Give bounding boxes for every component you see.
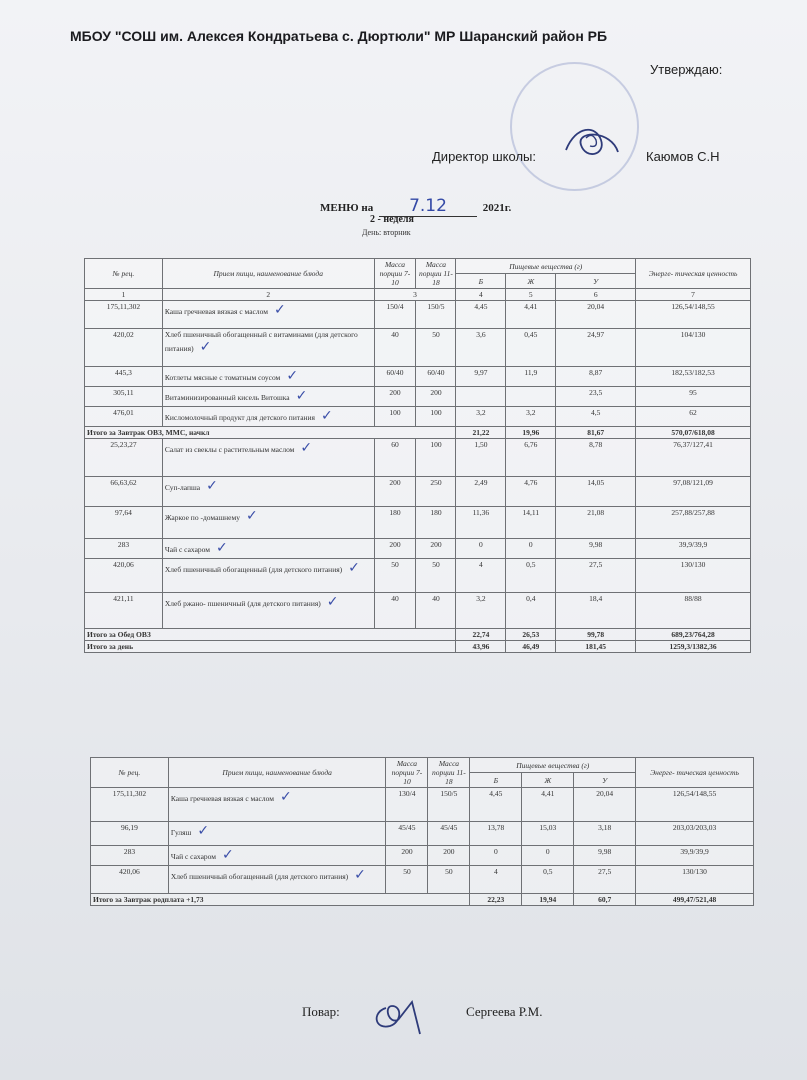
dish-name (162, 407, 374, 427)
dish-name (162, 559, 374, 593)
cell-b: 4,45 (470, 788, 522, 822)
cell-m1: 150/4 (374, 301, 416, 329)
cell-m1: 200 (386, 846, 428, 866)
table-row (91, 846, 754, 866)
cell-zh: 14,11 (506, 507, 556, 539)
check-mark-icon: ✓ (354, 867, 366, 883)
total-row (85, 629, 751, 641)
cell-u: 8,78 (556, 439, 636, 477)
cell-b: 3,2 (456, 407, 506, 427)
total-u: 181,45 (556, 641, 636, 653)
cell-e: 126,54/148,55 (636, 301, 751, 329)
dish-name-text: Чай с сахаром (164, 545, 211, 554)
total-row (85, 641, 751, 653)
table-row (85, 593, 751, 629)
cell-u: 18,4 (556, 593, 636, 629)
cell-m1: 60 (374, 439, 416, 477)
menu-table-paid (90, 757, 754, 906)
cell-u: 14,05 (556, 477, 636, 507)
check-mark-icon: ✓ (216, 540, 228, 556)
header-energy: Энерге- тическая ценность (636, 259, 751, 289)
recipe-number: 96,19 (91, 822, 169, 846)
check-mark-icon: ✓ (246, 508, 258, 524)
cell-b: 3,2 (456, 593, 506, 629)
menu-year: 2021г. (482, 202, 512, 214)
cell-m2: 150/5 (428, 788, 470, 822)
header-recipe: № рец. (85, 259, 163, 289)
cell-zh (506, 387, 556, 407)
total-e: 689,23/764,28 (636, 629, 751, 641)
dish-name (168, 788, 386, 822)
cell-m2: 50 (416, 559, 456, 593)
dish-name (168, 846, 386, 866)
recipe-number: 97,64 (85, 507, 163, 539)
table-row (85, 387, 751, 407)
table-row (85, 559, 751, 593)
dish-name (168, 822, 386, 846)
total-zh: 46,49 (506, 641, 556, 653)
cell-m1: 50 (374, 559, 416, 593)
approve-label: Утверждаю: (650, 62, 723, 77)
cell-e: 104/130 (636, 329, 751, 367)
cell-u: 24,97 (556, 329, 636, 367)
column-number: 3 (374, 289, 456, 301)
cell-b: 4 (470, 866, 522, 894)
total-b: 43,96 (456, 641, 506, 653)
table-row (91, 788, 754, 822)
dish-name (162, 439, 374, 477)
cell-e: 203,03/203,03 (636, 822, 754, 846)
header-mass-7-10: Масса порции 7-10 (386, 758, 428, 788)
total-label: Итого за Завтрак ОВЗ, ММС, начкл (85, 427, 456, 439)
cell-b: 0 (470, 846, 522, 866)
header-b: Б (456, 274, 506, 289)
dish-name (162, 593, 374, 629)
total-e: 499,47/521,48 (636, 894, 754, 906)
total-zh: 19,96 (506, 427, 556, 439)
dish-name-text: Каша гречневая вязкая с маслом (164, 307, 268, 316)
cell-m2: 60/40 (416, 367, 456, 387)
cell-m2: 200 (416, 387, 456, 407)
cell-e: 257,88/257,88 (636, 507, 751, 539)
total-row (85, 427, 751, 439)
recipe-number: 420,02 (85, 329, 163, 367)
cell-b: 9,97 (456, 367, 506, 387)
recipe-number: 25,23,27 (85, 439, 163, 477)
cell-zh: 4,41 (506, 301, 556, 329)
cell-b: 4,45 (456, 301, 506, 329)
header-name: Прием пищи, наименование блюда (168, 758, 386, 788)
header-nutrients: Пищевые вещества (г) (456, 259, 636, 274)
menu-title: МЕНЮ на (320, 202, 374, 214)
dish-name-text: Котлеты мясные с томатным соусом (164, 373, 281, 382)
cell-m1: 100 (374, 407, 416, 427)
cell-zh: 3,2 (506, 407, 556, 427)
chef-name: Сергеева Р.М. (466, 1004, 543, 1019)
total-zh: 19,94 (522, 894, 574, 906)
cell-e: 182,53/182,53 (636, 367, 751, 387)
director-name: Каюмов С.Н (646, 149, 720, 164)
check-mark-icon: ✓ (295, 388, 308, 404)
week-label: 2 - неделя (370, 214, 414, 225)
cell-zh: 0 (522, 846, 574, 866)
cell-zh: 15,03 (522, 822, 574, 846)
menu-title-line (320, 196, 511, 217)
header-recipe: № рец. (91, 758, 169, 788)
recipe-number: 420,06 (85, 559, 163, 593)
table-row (85, 301, 751, 329)
check-mark-icon: ✓ (300, 440, 313, 456)
cell-m2: 50 (416, 329, 456, 367)
table-row (85, 477, 751, 507)
header-zh: Ж (522, 773, 574, 788)
chef-signature (368, 990, 438, 1040)
cell-m2: 100 (416, 407, 456, 427)
header-mass-7-10: Масса порции 7-10 (374, 259, 416, 289)
header-u: У (574, 773, 636, 788)
column-number: 6 (556, 289, 636, 301)
cell-u: 27,5 (574, 866, 636, 894)
cell-e: 130/130 (636, 559, 751, 593)
check-mark-icon: ✓ (222, 847, 234, 863)
dish-name-text: Чай с сахаром (170, 852, 217, 861)
cell-e: 130/130 (636, 866, 754, 894)
cell-zh: 0,45 (506, 329, 556, 367)
recipe-number: 283 (85, 539, 163, 559)
dish-name (162, 367, 374, 387)
total-label: Итого за Завтрак родплата +1,73 (91, 894, 470, 906)
dish-name (162, 507, 374, 539)
total-b: 22,23 (470, 894, 522, 906)
cell-b: 1,50 (456, 439, 506, 477)
cell-u: 9,98 (556, 539, 636, 559)
dish-name-text: Хлеб пшеничный обогащенный с витаминами (для детского питания) (164, 330, 358, 353)
dish-name (162, 477, 374, 507)
cell-m1: 180 (374, 507, 416, 539)
total-label: Итого за день (85, 641, 456, 653)
total-row (91, 894, 754, 906)
table-row (91, 822, 754, 846)
cell-u: 21,08 (556, 507, 636, 539)
check-mark-icon: ✓ (326, 594, 339, 610)
dish-name (162, 329, 374, 367)
cell-u: 23,5 (556, 387, 636, 407)
recipe-number: 305,11 (85, 387, 163, 407)
header-b: Б (470, 773, 522, 788)
check-mark-icon: ✓ (206, 478, 218, 494)
column-number: 2 (162, 289, 374, 301)
day-label: День: вторник (362, 228, 411, 237)
dish-name-text: Кисломолочный продукт для детского питания (164, 413, 316, 422)
dish-name-text: Гуляш (170, 828, 192, 837)
dish-name-text: Суп-лапша (164, 483, 201, 492)
cell-u: 8,87 (556, 367, 636, 387)
dish-name-text: Хлеб пшеничный обогащенный (для детского питания) (164, 565, 343, 574)
cell-u: 27,5 (556, 559, 636, 593)
table-row (91, 866, 754, 894)
cell-m2: 200 (416, 539, 456, 559)
total-u: 60,7 (574, 894, 636, 906)
column-number: 5 (506, 289, 556, 301)
header-mass-11-18: Масса порции 11-18 (428, 758, 470, 788)
cell-u: 20,04 (574, 788, 636, 822)
recipe-number: 175,11,302 (85, 301, 163, 329)
header-mass-11-18: Масса порции 11-18 (416, 259, 456, 289)
cell-m2: 40 (416, 593, 456, 629)
total-label: Итого за Обед ОВЗ (85, 629, 456, 641)
dish-name (162, 387, 374, 407)
cell-e: 76,37/127,41 (636, 439, 751, 477)
cell-zh: 0 (506, 539, 556, 559)
check-mark-icon: ✓ (321, 408, 333, 424)
cell-e: 95 (636, 387, 751, 407)
table-row (85, 507, 751, 539)
table-row (85, 407, 751, 427)
recipe-number: 445,3 (85, 367, 163, 387)
column-number: 1 (85, 289, 163, 301)
dish-name-text: Витаминизированный кисель Витошка (164, 393, 290, 402)
cell-u: 3,18 (574, 822, 636, 846)
dish-name-text: Каша гречневая вязкая с маслом (170, 794, 274, 803)
cell-m1: 200 (374, 539, 416, 559)
school-name: МБОУ "СОШ им. Алексея Кондратьева с. Дюртюли" МР Шаранский район РБ (70, 28, 608, 44)
table-row (85, 367, 751, 387)
recipe-number: 175,11,302 (91, 788, 169, 822)
header-nutrients: Пищевые вещества (г) (470, 758, 636, 773)
check-mark-icon: ✓ (279, 789, 292, 805)
cell-zh: 0,4 (506, 593, 556, 629)
cell-m2: 150/5 (416, 301, 456, 329)
header-name: Прием пищи, наименование блюда (162, 259, 374, 289)
dish-name-text: Жаркое по -домашнему (164, 513, 241, 522)
chef-label: Повар: (302, 1004, 340, 1019)
cell-zh: 11,9 (506, 367, 556, 387)
total-e: 570,07/618,08 (636, 427, 751, 439)
cell-m2: 250 (416, 477, 456, 507)
check-mark-icon: ✓ (273, 302, 286, 318)
cell-b: 0 (456, 539, 506, 559)
cell-e: 97,08/121,09 (636, 477, 751, 507)
cell-m1: 200 (374, 477, 416, 507)
cell-m1: 60/40 (374, 367, 416, 387)
cell-b (456, 387, 506, 407)
cell-zh: 4,41 (522, 788, 574, 822)
cell-m1: 200 (374, 387, 416, 407)
cell-m1: 130/4 (386, 788, 428, 822)
cell-e: 39,9/39,9 (636, 539, 751, 559)
total-b: 21,22 (456, 427, 506, 439)
dish-name (162, 301, 374, 329)
cell-e: 126,54/148,55 (636, 788, 754, 822)
header-zh: Ж (506, 274, 556, 289)
director-signature (556, 120, 626, 165)
cell-b: 11,36 (456, 507, 506, 539)
menu-date: 7.12 (379, 196, 477, 217)
dish-name-text: Хлеб пшеничный обогащенный (для детского питания) (170, 872, 349, 881)
cell-zh: 4,76 (506, 477, 556, 507)
cell-u: 20,04 (556, 301, 636, 329)
column-number: 7 (636, 289, 751, 301)
dish-name (162, 539, 374, 559)
dish-name-text: Хлеб ржано- пшеничный (для детского питания) (164, 599, 321, 608)
cell-e: 88/88 (636, 593, 751, 629)
table-row (85, 329, 751, 367)
cell-m2: 100 (416, 439, 456, 477)
cell-e: 39,9/39,9 (636, 846, 754, 866)
cell-b: 3,6 (456, 329, 506, 367)
total-u: 99,78 (556, 629, 636, 641)
header-u: У (556, 274, 636, 289)
recipe-number: 66,63,62 (85, 477, 163, 507)
header-energy: Энерге- тическая ценность (636, 758, 754, 788)
cell-zh: 0,5 (506, 559, 556, 593)
cell-m1: 40 (374, 329, 416, 367)
cell-b: 4 (456, 559, 506, 593)
director-title: Директор школы: (432, 149, 536, 164)
total-u: 81,67 (556, 427, 636, 439)
cell-m1: 45/45 (386, 822, 428, 846)
recipe-number: 420,06 (91, 866, 169, 894)
cell-m2: 200 (428, 846, 470, 866)
cell-b: 13,78 (470, 822, 522, 846)
dish-name (168, 866, 386, 894)
cell-zh: 6,76 (506, 439, 556, 477)
cell-b: 2,49 (456, 477, 506, 507)
recipe-number: 421,11 (85, 593, 163, 629)
check-mark-icon: ✓ (199, 339, 212, 355)
cell-m1: 50 (386, 866, 428, 894)
recipe-number: 476,01 (85, 407, 163, 427)
table-row (85, 439, 751, 477)
check-mark-icon: ✓ (286, 368, 299, 384)
cell-m2: 180 (416, 507, 456, 539)
cell-m2: 45/45 (428, 822, 470, 846)
total-zh: 26,53 (506, 629, 556, 641)
column-number: 4 (456, 289, 506, 301)
total-b: 22,74 (456, 629, 506, 641)
check-mark-icon: ✓ (197, 823, 210, 839)
recipe-number: 283 (91, 846, 169, 866)
cell-e: 62 (636, 407, 751, 427)
menu-table-main (84, 258, 751, 653)
table-row (85, 539, 751, 559)
cell-u: 9,98 (574, 846, 636, 866)
cell-zh: 0,5 (522, 866, 574, 894)
cell-m2: 50 (428, 866, 470, 894)
cell-m1: 40 (374, 593, 416, 629)
cell-u: 4,5 (556, 407, 636, 427)
check-mark-icon: ✓ (348, 560, 360, 576)
dish-name-text: Салат из свеклы с растительным маслом (164, 445, 295, 454)
total-e: 1259,3/1382,36 (636, 641, 751, 653)
